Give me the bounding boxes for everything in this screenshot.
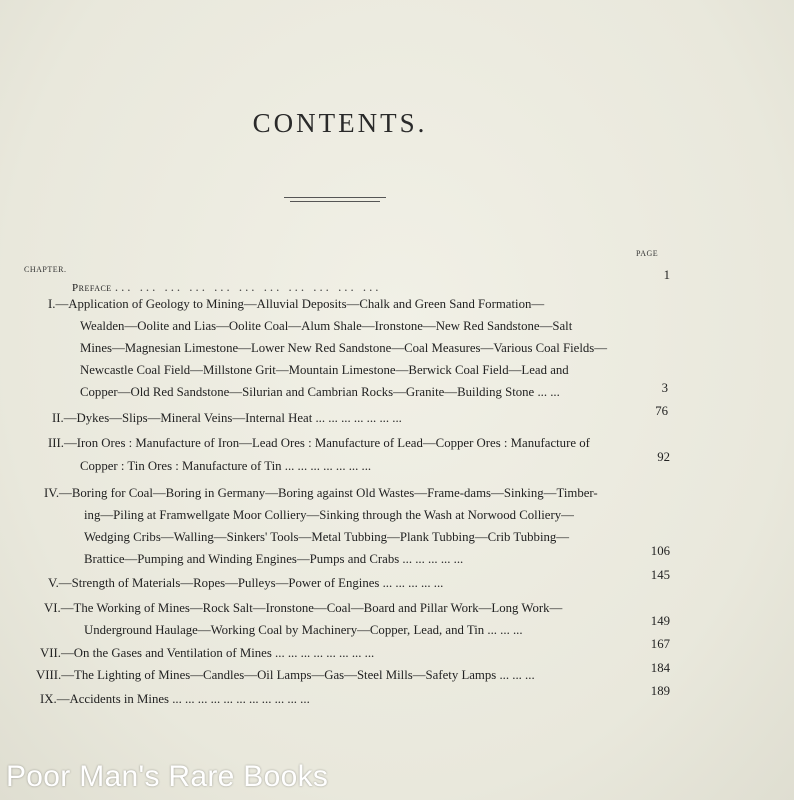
chapter-1-line-2: Wealden—Oolite and Lias—Oolite Coal—Alum Shale—Ironstone—New Red Sandstone—Salt [80, 319, 573, 333]
chapter-1-line-4: Newcastle Coal Field—Millstone Grit—Mountain Limestone—Berwick Coal Field—Lead and [80, 363, 569, 377]
chapter-2-line-1: II.—Dykes—Slips—Mineral Veins—Internal Heat ... ... ... ... ... ... ... [52, 411, 402, 425]
watermark-text: Poor Man's Rare Books [6, 760, 329, 793]
chapter-9-page: 189 [650, 684, 670, 698]
preface-page: 1 [663, 268, 670, 282]
chapter-4-line-3: Wedging Cribs—Walling—Sinkers' Tools—Metal Tubbing—Plank Tubbing—Crib Tubbing— [84, 530, 570, 544]
chapter-8-page: 184 [650, 661, 670, 675]
chapter-6-line-2: Underground Haulage—Working Coal by Machinery—Copper, Lead, and Tin ... ... ... [84, 623, 523, 637]
chapter-6-page: 149 [650, 614, 670, 628]
chapter-1-line-5: Copper—Old Red Sandstone—Silurian and Cambrian Rocks—Granite—Building Stone ... ... [80, 385, 560, 399]
chapter-column-header: CHAPTER. [24, 265, 67, 274]
chapter-1-page: 3 [661, 381, 668, 395]
chapter-8-line-1: VIII.—The Lighting of Mines—Candles—Oil Lamps—Gas—Steel Mills—Safety Lamps ... ... ... [36, 668, 535, 682]
preface-entry [72, 280, 381, 295]
chapter-1-line-1: I.—Application of Geology to Mining—Alluvial Deposits—Chalk and Green Sand Formation— [48, 297, 545, 311]
chapter-7-page: 167 [650, 637, 670, 651]
chapter-1-line-3: Mines—Magnesian Limestone—Lower New Red Sandstone—Coal Measures—Various Coal Fields— [80, 341, 608, 355]
chapter-6-line-1: VI.—The Working of Mines—Rock Salt—Ironstone—Coal—Board and Pillar Work—Long Work— [44, 601, 563, 615]
chapter-3-page: 92 [657, 450, 670, 464]
title-rule-bottom [290, 201, 380, 202]
preface-label: Preface [72, 282, 112, 294]
chapter-5-line-1: V.—Strength of Materials—Ropes—Pulleys—Power of Engines ... ... ... ... ... [48, 576, 444, 590]
chapter-4-line-4: Brattice—Pumping and Winding Engines—Pumps and Crabs ... ... ... ... ... [84, 552, 464, 566]
chapter-7-line-1: VII.—On the Gases and Ventilation of Mines ... ... ... ... ... ... ... ... [40, 646, 375, 660]
chapter-4-page: 106 [650, 544, 670, 558]
chapter-2-page: 76 [655, 404, 668, 418]
page-title: CONTENTS. [252, 108, 428, 138]
preface-leader: ... ... ... ... ... ... ... ... ... ... ... [114, 280, 382, 294]
chapter-4-line-1: IV.—Boring for Coal—Boring in Germany—Boring against Old Wastes—Frame-dams—Sinking—Timber- [44, 486, 598, 500]
chapter-5-page: 145 [650, 568, 670, 582]
chapter-3-line-1: III.—Iron Ores : Manufacture of Iron—Lead Ores : Manufacture of Lead—Copper Ores : Manufacture of [48, 436, 590, 450]
title-rule-top [284, 197, 386, 198]
chapter-9-line-1: IX.—Accidents in Mines ... ... ... ... ... ... ... ... ... ... ... [40, 692, 310, 706]
page-column-header: PAGE [636, 249, 659, 258]
chapter-3-line-2: Copper : Tin Ores : Manufacture of Tin ... ... ... ... ... ... ... [80, 459, 372, 473]
chapter-4-line-2: ing—Piling at Framwellgate Moor Colliery—Sinking through the Wash at Norwood Colliery— [84, 508, 574, 522]
